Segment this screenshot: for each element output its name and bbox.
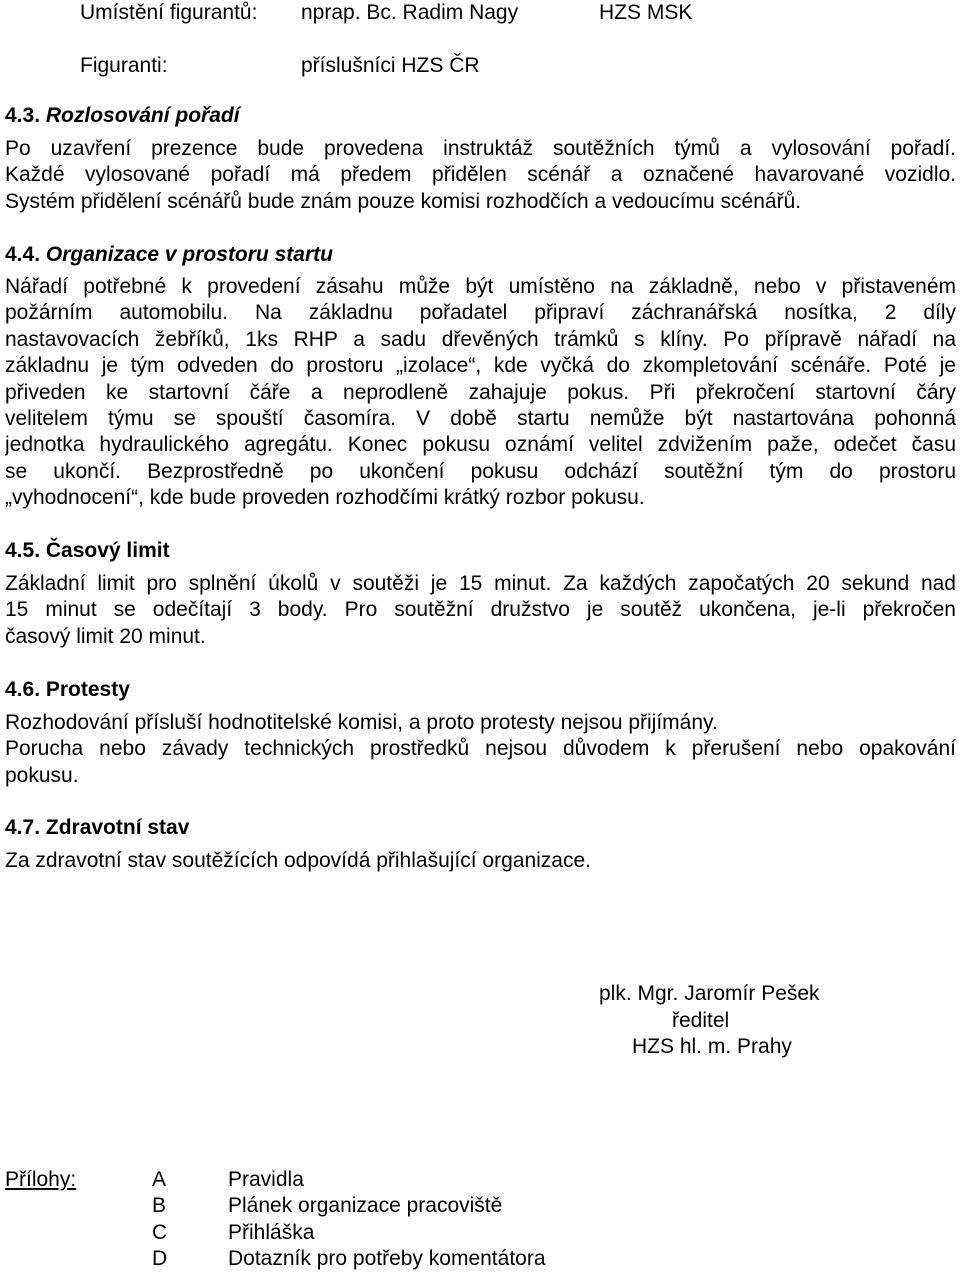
section-heading-4-3	[5, 103, 240, 129]
section-title: Časový limit	[45, 539, 170, 562]
attachment-letter: D	[152, 1247, 168, 1270]
section-title: Rozlosování pořadí	[45, 104, 240, 127]
paragraph-line: Rozhodování přísluší hodnotitelské komisi, a proto protesty nejsou přijímány.	[5, 711, 718, 734]
section-title: Protesty	[45, 678, 130, 701]
paragraph-line: jednotka hydraulického agregátu. Konec pokusu oznámí velitel zdvižením paže, odečet času	[5, 433, 956, 457]
figurants-value: příslušníci HZS ČR	[301, 54, 480, 77]
paragraph-line: pokusu.	[5, 763, 79, 787]
paragraph-line: Porucha nebo závady technických prostředků nejsou důvodem k přerušení nebo opakování	[5, 737, 956, 761]
section-number: 4.5.	[5, 539, 41, 562]
section-heading-4-7	[5, 815, 189, 841]
paragraph-line: přiveden ke startovní čáře a neprodleně zahajuje pokus. Při překročení startovní čáry	[5, 380, 956, 404]
paragraph-4-5	[5, 571, 956, 650]
placement-org: HZS MSK	[599, 1, 693, 24]
attachment-letter: B	[152, 1194, 167, 1217]
paragraph-4-3	[5, 136, 956, 215]
paragraph-line: 15 minut se odečítají 3 body. Pro soutěžní družstvo je soutěž ukončena, je-li překročen	[5, 598, 956, 622]
section-heading-4-4	[5, 242, 333, 268]
signature-org: HZS hl. m. Prahy	[632, 1035, 792, 1058]
paragraph-line: časový limit 20 minut.	[5, 624, 206, 648]
paragraph-line: velitelem týmu se spouští časomíra. V době startu nemůže být nastartována pohonná	[5, 406, 956, 430]
attachment-title: Pravidla	[228, 1168, 304, 1191]
signature-role: ředitel	[672, 1009, 730, 1032]
attachment-letter: C	[152, 1221, 168, 1244]
section-title: Zdravotní stav	[45, 816, 190, 839]
attachment-title: Dotazník pro potřeby komentátora	[228, 1247, 546, 1270]
section-number: 4.3.	[5, 104, 41, 127]
section-number: 4.4.	[5, 243, 41, 266]
paragraph-line: základnu je tým odveden do prostoru „izolace“, kde vyčká do zkompletování scénáře. Poté je	[5, 354, 956, 378]
paragraph-line: Každé vylosované pořadí má předem přidělen scénář a označené havarované vozidlo.	[5, 163, 956, 187]
paragraph-4-6	[5, 710, 956, 789]
paragraph-line: Systém přidělení scénářů bude znám pouze komisi rozhodčích a vedoucímu scénářů.	[5, 189, 802, 213]
paragraph-4-7	[5, 848, 956, 874]
section-heading-4-5	[5, 538, 170, 564]
attachments-label: Přílohy:	[5, 1168, 77, 1191]
section-number: 4.7.	[5, 816, 41, 839]
section-title: Organizace v prostoru startu	[45, 243, 333, 266]
paragraph-line: požárním automobilu. Na základnu pořadatel připraví záchranářská nosítka, 2 díly	[5, 301, 956, 325]
paragraph-line: nastavovacích žebříků, 1ks RHP a sadu dřevěných trámků s klíny. Po přípravě nářadí na	[5, 327, 956, 351]
signature-name: plk. Mgr. Jaromír Pešek	[599, 982, 820, 1005]
paragraph-4-4	[5, 274, 956, 512]
attachment-title: Přihláška	[228, 1221, 315, 1244]
section-heading-4-6	[5, 677, 130, 703]
attachment-letter: A	[152, 1168, 167, 1191]
paragraph-line: Nářadí potřebné k provedení zásahu může být umístěno na základně, nebo v přistaveném	[5, 275, 956, 298]
paragraph-line: Za zdravotní stav soutěžících odpovídá přihlašující organizace.	[5, 849, 591, 872]
attachment-title: Plánek organizace pracoviště	[228, 1194, 503, 1217]
placement-value: nprap. Bc. Radim Nagy	[301, 1, 519, 24]
section-number: 4.6.	[5, 678, 41, 701]
placement-label: Umístění figurantů:	[80, 1, 258, 24]
paragraph-line: Základní limit pro splnění úkolů v soutěži je 15 minut. Za každých započatých 20 sekund nad	[5, 572, 956, 595]
paragraph-line: se ukončí. Bezprostředně po ukončení pokusu odchází soutěžní tým do prostoru	[5, 459, 956, 483]
paragraph-line: Po uzavření prezence bude provedena instruktáž soutěžních týmů a vylosování pořadí.	[5, 137, 956, 160]
paragraph-line: „vyhodnocení“, kde bude proveden rozhodčími krátký rozbor pokusu.	[5, 486, 645, 510]
figurants-label: Figuranti:	[80, 54, 168, 77]
